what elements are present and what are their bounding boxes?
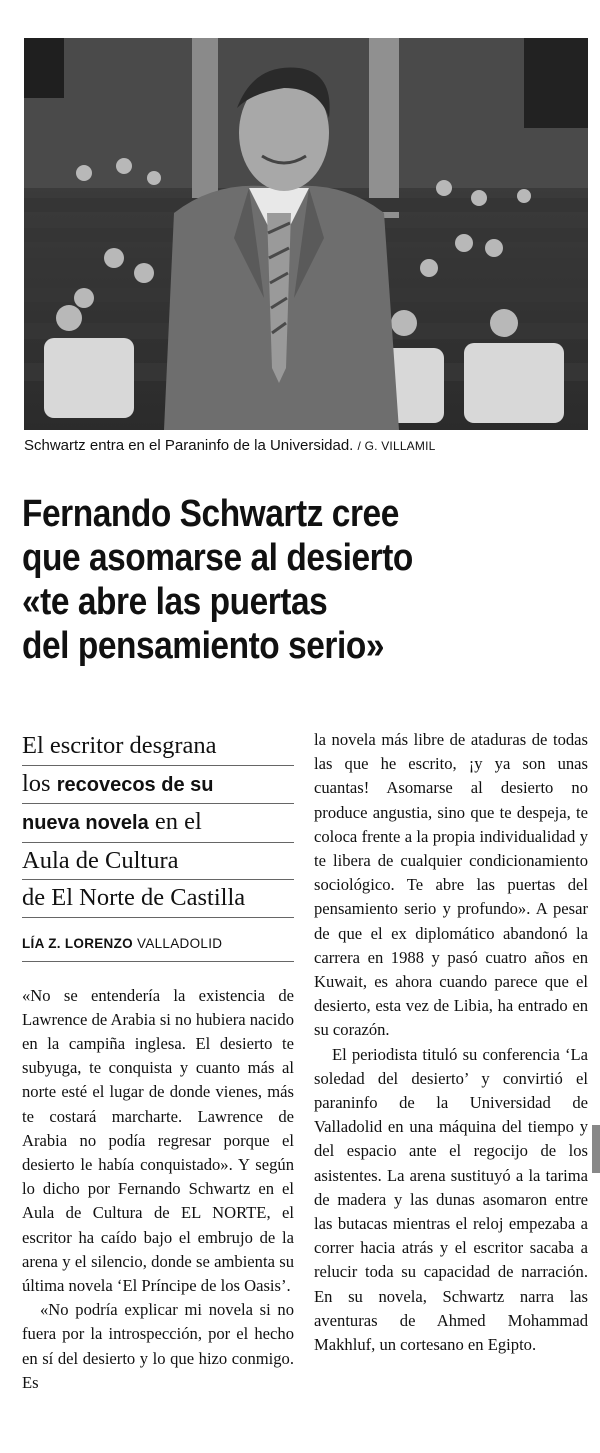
deck-line: El escritor desgrana: [22, 728, 294, 766]
headline-line: Fernando Schwartz cree: [22, 493, 399, 535]
deck-line: los recovecos de su: [22, 766, 294, 805]
body-paragraph: El periodista tituló su conferencia ‘La soledad del desierto’ y convirtió el paraninfo de la Universidad de Valladolid en una máquina del tiempo y del espacio ante el regocijo de los asistentes. La arena sustituyó a la tarima de madera y las dunas asomaron entre las butacas mientras el reloj empezaba a correr hacia atrás y el escritor sacaba a relucir toda su capacidad de narración. En su novela, Schwartz narra las aventuras de Ahmed Mohammad Makhluf, un cortesano en Egipto.: [314, 1044, 588, 1355]
photo-caption: [24, 437, 588, 454]
page-edge-marker: [592, 1125, 600, 1173]
photo-illustration: [24, 38, 588, 430]
deck-line: nueva novela en el: [22, 804, 294, 843]
caption-text: Schwartz entra en el Paraninfo de la Universidad.: [24, 437, 354, 454]
body-paragraph: «No se entendería la existencia de Lawrence de Arabia si no hubiera nacido en la campiña inglesa. El desierto te subyuga, te conquista y cuanto más al norte esté el lugar de donde vienes, más te costará marcharte. Lawrence de Arabia no podía regresar porque el desierto le había conquistado». Y según lo dicho por Fernando Schwartz en el Aula de Cultura de EL NORTE, el escritor ha caído bajo el embrujo de la arena y el silencio, donde se ambienta su última novela ‘El Príncipe de los Oasis’.: [22, 985, 294, 1295]
deck-line: de El Norte de Castilla: [22, 880, 294, 918]
headline-line: del pensamiento serio»: [22, 625, 385, 667]
byline-author: LÍA Z. LORENZO: [22, 935, 133, 951]
byline: [22, 936, 294, 951]
article-photo: [24, 38, 588, 430]
headline-line: que asomarse al desierto: [22, 537, 413, 579]
article-body-left: [22, 984, 294, 1395]
deck-subheadline: [22, 728, 294, 918]
byline-rule: [22, 961, 294, 962]
deck-line: Aula de Cultura: [22, 843, 294, 881]
body-paragraph: la novela más libre de ataduras de todas las que he escrito, ¡y ya son unas cuantas! Asomarse al desierto no produce angustia, sino que te despeja, te coloca frente a la propia individualidad y te libera de cualquier condicionamiento sociológico. Te abre las puertas del pensamiento serio y profundo». A pesar de que el ex diplomático abandonó la carrera en 1988 y pasó cuatro años en Kuwait, es ahora cuando parece que el desierto, esta vez de Libia, ha entrado en su corazón.: [314, 730, 588, 1040]
photo-credit: / G. VILLAMIL: [357, 439, 436, 453]
article-body-right: [314, 728, 588, 1357]
right-column: [314, 728, 588, 1357]
headline: [22, 492, 524, 668]
body-paragraph: «No podría explicar mi novela si no fuera por la introspección, por el hecho en sí del desierto y lo que hizo conmigo. Es: [22, 1300, 294, 1392]
headline-line: «te abre las puertas: [22, 581, 328, 623]
left-column: [22, 728, 294, 1395]
byline-place: VALLADOLID: [137, 935, 223, 951]
